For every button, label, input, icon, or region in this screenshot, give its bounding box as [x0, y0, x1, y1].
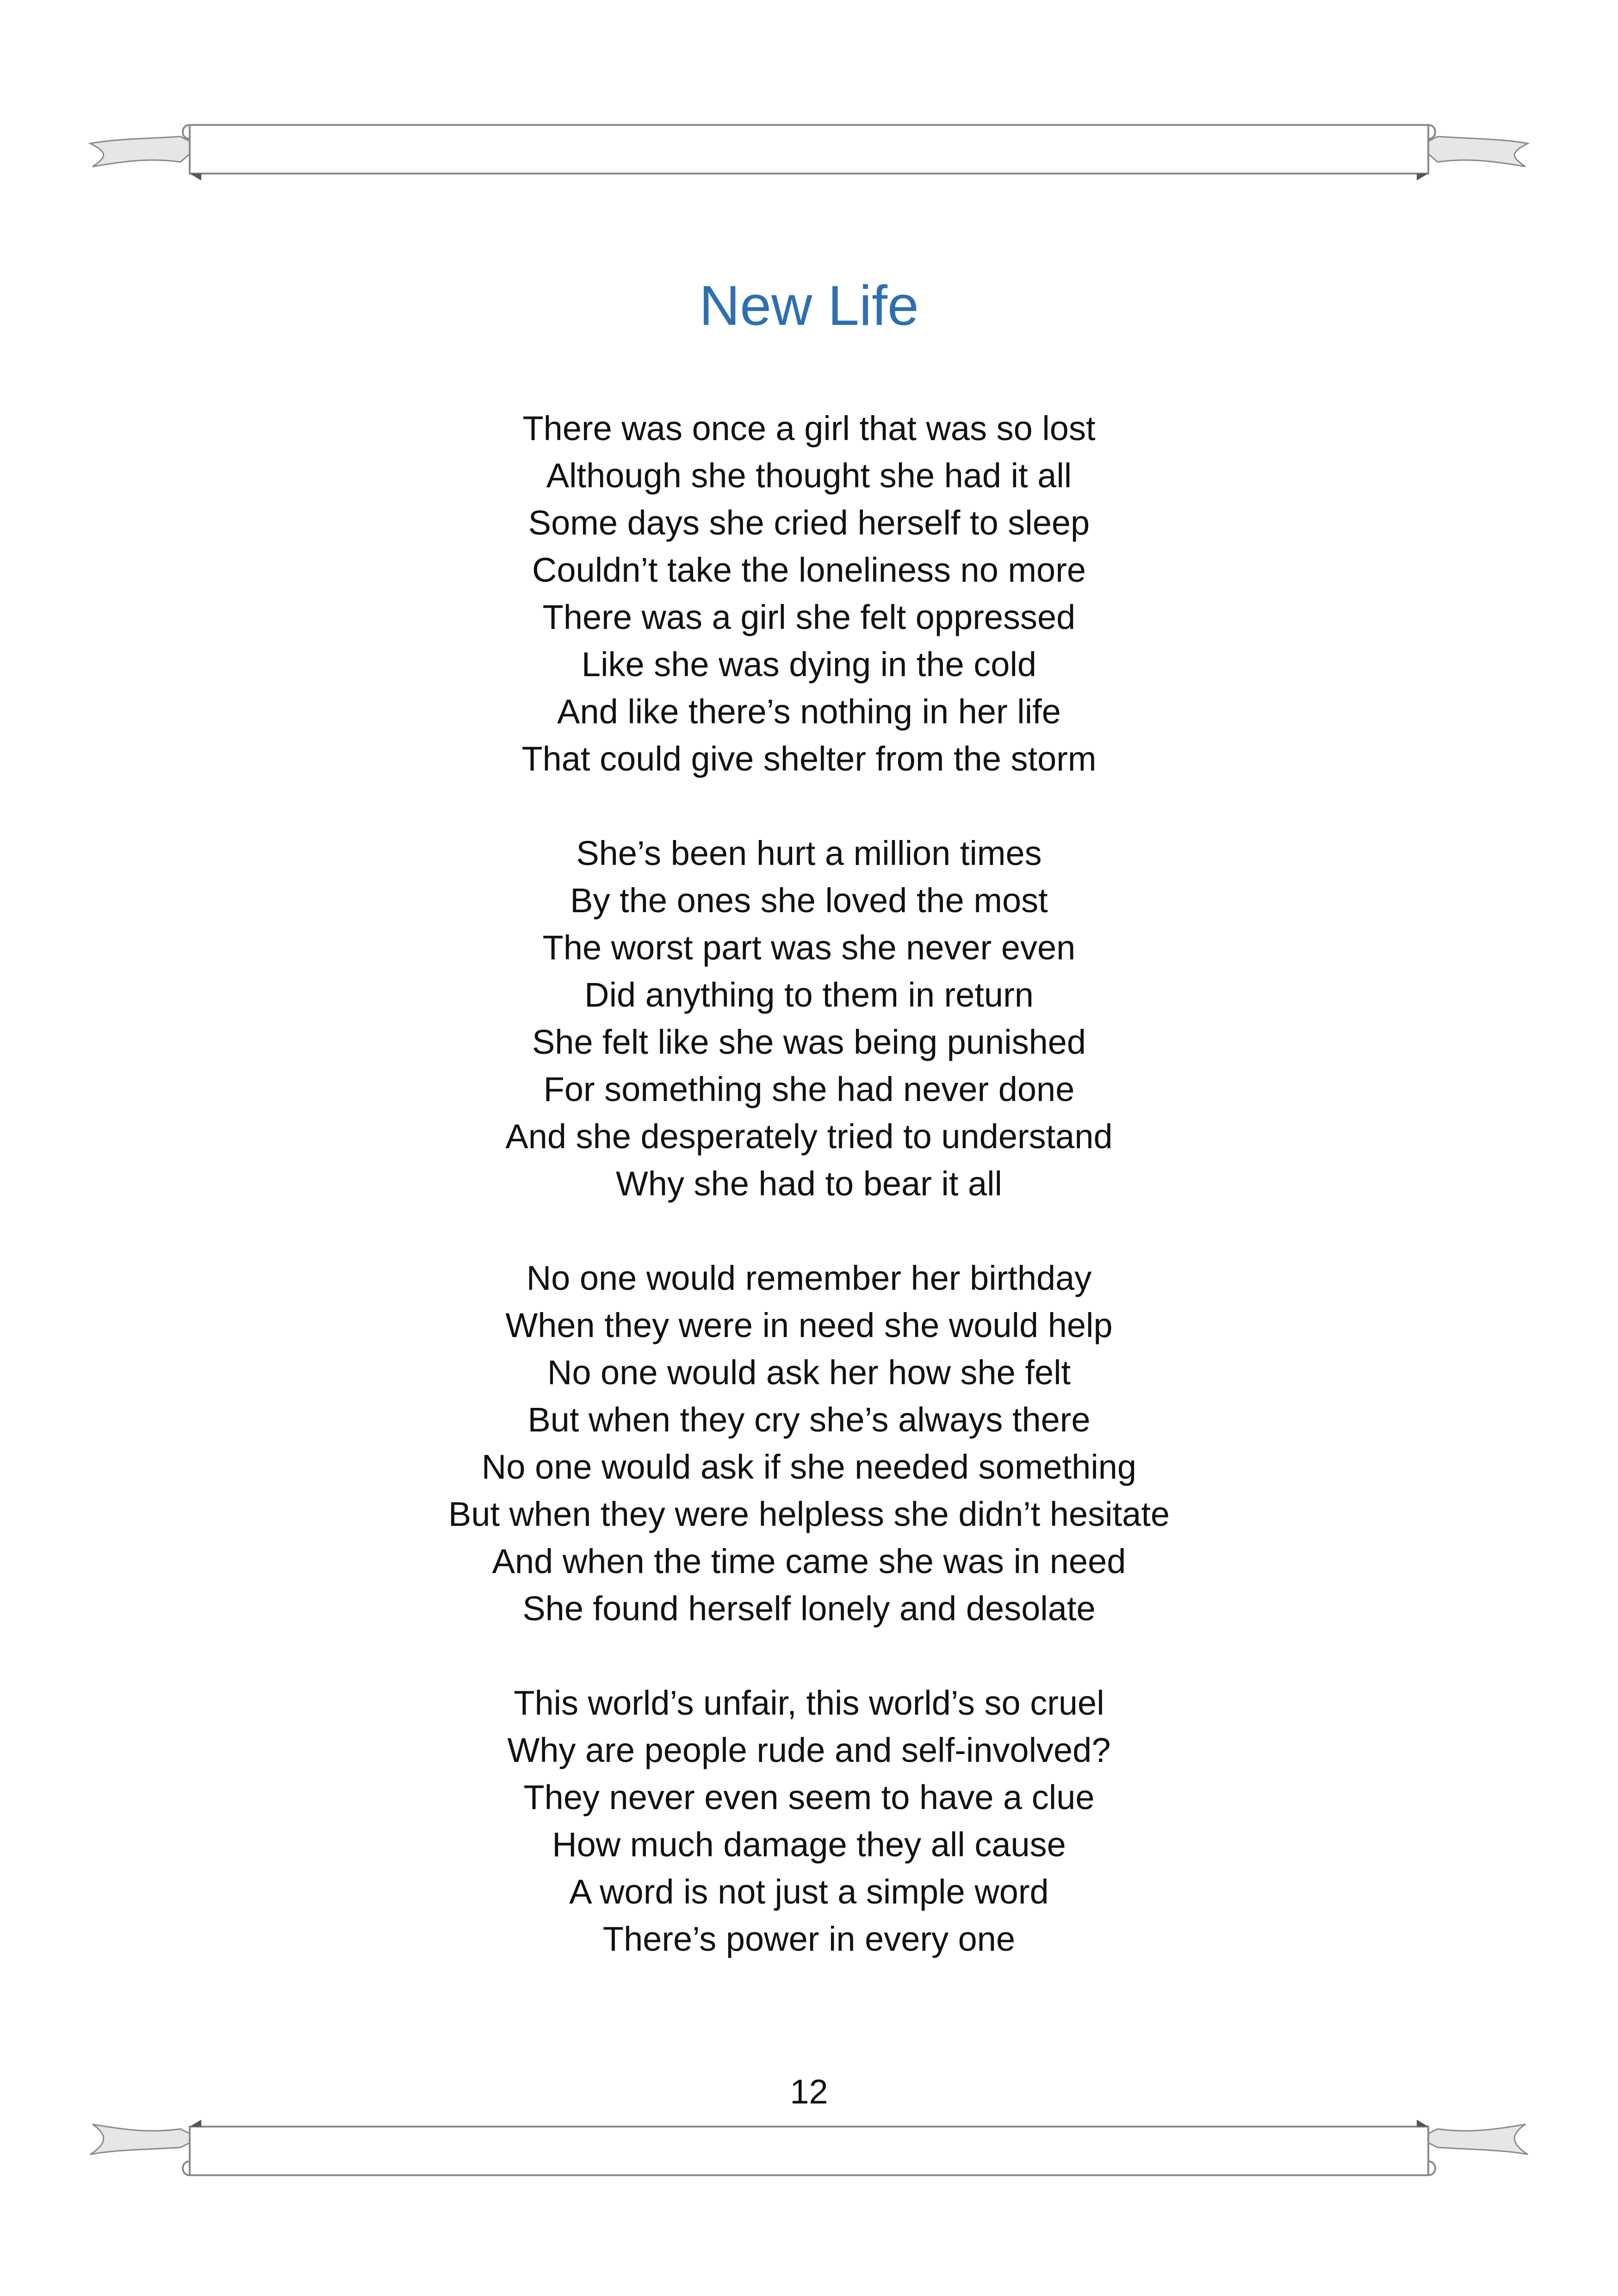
poem-line: By the ones she loved the most: [570, 881, 1048, 920]
poem-line: There was a girl she felt oppressed: [542, 598, 1076, 636]
poem-line: But when they cry she’s always there: [527, 1400, 1091, 1439]
poem-line: The worst part was she never even: [542, 928, 1076, 967]
poem-line: And like there’s nothing in her life: [557, 692, 1061, 731]
poem-line: There’s power in every one: [602, 1920, 1016, 1958]
stanza-3: [0, 1255, 1618, 1632]
poem-line: When they were in need she would help: [505, 1306, 1113, 1344]
bottom-scroll-banner: [88, 2110, 1530, 2189]
scroll-banner-icon: [88, 111, 1530, 190]
top-scroll-banner: [88, 111, 1530, 190]
scroll-banner-icon: [88, 2110, 1530, 2189]
poem-line: She’s been hurt a million times: [576, 834, 1042, 872]
poem-line: Couldn’t take the loneliness no more: [532, 551, 1086, 589]
poem-line: There was once a girl that was so lost: [522, 409, 1096, 448]
poem-line: Why are people rude and self-involved?: [507, 1731, 1111, 1769]
poem-line: She felt like she was being punished: [532, 1023, 1086, 1061]
poem-line: She found herself lonely and desolate: [522, 1589, 1096, 1628]
poem-line: That could give shelter from the storm: [521, 740, 1097, 778]
poem-line: For something she had never done: [543, 1070, 1075, 1108]
poem-line: Did anything to them in return: [584, 976, 1034, 1014]
poem-line: Some days she cried herself to sleep: [528, 504, 1090, 542]
poem-line: Like she was dying in the cold: [581, 645, 1037, 684]
poem-line: But when they were helpless she didn’t hesitate: [448, 1495, 1170, 1533]
poem-line: How much damage they all cause: [552, 1825, 1066, 1864]
page-number: 12: [790, 2072, 828, 2111]
stanza-1: [0, 405, 1618, 783]
poem-line: This world’s unfair, this world’s so cruel: [514, 1684, 1104, 1722]
stanza-2: [0, 830, 1618, 1207]
poem-line: Why she had to bear it all: [616, 1164, 1002, 1203]
poem-line: A word is not just a simple word: [569, 1873, 1049, 1911]
poem-title: New Life: [699, 274, 919, 337]
poem-line: No one would ask her how she felt: [547, 1353, 1071, 1392]
poem-line: And she desperately tried to understand: [505, 1117, 1113, 1156]
poem-line: No one would ask if she needed something: [481, 1448, 1137, 1486]
poem-line: Although she thought she had it all: [546, 456, 1072, 495]
poem-line: No one would remember her birthday: [526, 1259, 1092, 1297]
poem-body: [0, 405, 1618, 2010]
poem-line: And when the time came she was in need: [492, 1542, 1126, 1580]
stanza-4: [0, 1680, 1618, 1963]
poem-line: They never even seem to have a clue: [523, 1778, 1095, 1817]
